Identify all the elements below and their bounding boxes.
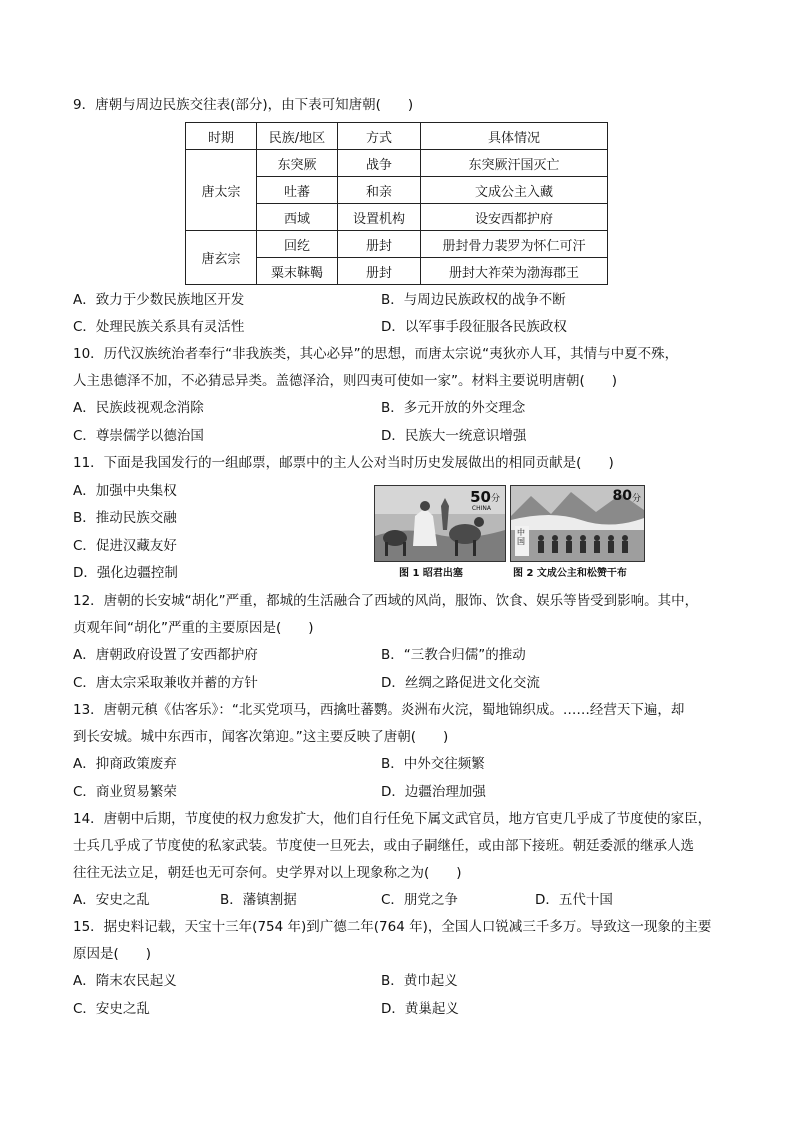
q12-stem-line1: 12．唐朝的长安城“胡化”严重，都城的生活融合了西域的风尚，服饰、饮食、娱乐等皆受到影响。其中， bbox=[73, 593, 699, 609]
q15-option-c: C．安史之乱 bbox=[73, 1001, 150, 1017]
q10-stem-line2: 人主患德泽不加，不必猜忌异类。盖德泽洽，则四夷可使如一家”。材料主要说明唐朝( ) bbox=[73, 373, 618, 389]
q11-option-b: B．推动民族交融 bbox=[73, 510, 177, 526]
q13-option-c: C．商业贸易繁荣 bbox=[73, 784, 177, 800]
q9-option-d: D．以军事手段征服各民族政权 bbox=[381, 319, 567, 335]
q10-stem-line1: 10．历代汉族统治者奉行“非我族类，其心必异”的思想，而唐太宗说“夷狄亦人耳，其情与中夏不殊， bbox=[73, 346, 679, 362]
q15-stem-line2: 原因是( ) bbox=[73, 946, 152, 962]
table-row bbox=[186, 150, 608, 177]
q13-stem-line1: 13．唐朝元稹《估客乐》：“北买党项马，西擒吐蕃鹦。炎洲布火浣，蜀地锦织成。……经营天下遍，却 bbox=[73, 702, 685, 718]
q10-option-c: C．尊崇儒学以德治国 bbox=[73, 428, 204, 444]
q14-stem-line3: 往往无法立足，朝廷也无可奈何。史学界对以上现象称之为( ) bbox=[73, 865, 462, 881]
q9-table bbox=[185, 122, 608, 285]
table-cell: 和亲 bbox=[338, 177, 421, 204]
stamp-zhaojun-image bbox=[374, 485, 506, 562]
q9-stem: 9．唐朝与周边民族交往表(部分)，由下表可知唐朝( ) bbox=[73, 97, 414, 113]
table-header: 时期 bbox=[186, 123, 257, 150]
table-cell: 册封 bbox=[338, 231, 421, 258]
q15-option-a: A．隋末农民起义 bbox=[73, 973, 177, 989]
q14-stem-line2: 士兵几乎成了节度使的私家武装。节度使一旦死去，或由子嗣继任，或由部下接班。朝廷委派的继承人选 bbox=[73, 838, 694, 854]
stamp2-country: 中国 bbox=[517, 528, 525, 546]
stamp2-caption: 图 2 文成公主和松赞干布 bbox=[513, 568, 627, 579]
stamp1-value: 50 bbox=[470, 488, 491, 506]
q10-option-d: D．民族大一统意识增强 bbox=[381, 428, 527, 444]
table-header: 具体情况 bbox=[421, 123, 608, 150]
stamp2-value: 80 bbox=[612, 488, 632, 504]
table-cell: 粟末靺鞨 bbox=[257, 258, 338, 285]
q11-option-d: D．强化边疆控制 bbox=[73, 565, 178, 581]
q14-option-c: C．朋党之争 bbox=[381, 892, 458, 908]
table-cell: 战争 bbox=[338, 150, 421, 177]
q9-option-c: C．处理民族关系具有灵活性 bbox=[73, 319, 245, 335]
q11-option-a: A．加强中央集权 bbox=[73, 483, 177, 499]
q14-option-d: D．五代十国 bbox=[535, 892, 613, 908]
q12-option-c: C．唐太宗采取兼收并蓄的方针 bbox=[73, 675, 258, 691]
q13-option-b: B．中外交往频繁 bbox=[381, 756, 485, 772]
q10-option-b: B．多元开放的外交理念 bbox=[381, 400, 526, 416]
q15-stem-line1: 15．据史料记载，天宝十三年(754 年)到广德二年(764 年)，全国人口锐减三千多万。导致这一现象的主要 bbox=[73, 919, 712, 935]
stamp2-unit: 分 bbox=[631, 494, 641, 504]
table-header-row bbox=[186, 123, 608, 150]
q15-option-d: D．黄巢起义 bbox=[381, 1001, 459, 1017]
table-period-cell: 唐太宗 bbox=[186, 150, 257, 231]
table-cell: 设安西都护府 bbox=[421, 204, 608, 231]
q12-option-a: A．唐朝政府设置了安西都护府 bbox=[73, 647, 258, 663]
stamp1-caption: 图 1 昭君出塞 bbox=[399, 568, 463, 579]
q11-stem: 11．下面是我国发行的一组邮票，邮票中的主人公对当时历史发展做出的相同贡献是( ) bbox=[73, 455, 614, 471]
stamp1-unit: 分 bbox=[490, 494, 500, 504]
table-cell: 文成公主入藏 bbox=[421, 177, 608, 204]
table-cell: 东突厥汗国灭亡 bbox=[421, 150, 608, 177]
table-cell: 回纥 bbox=[257, 231, 338, 258]
stamp-wencheng-image bbox=[510, 485, 645, 562]
q12-option-b: B．“三教合归儒”的推动 bbox=[381, 647, 526, 663]
q11-option-c: C．促进汉藏友好 bbox=[73, 538, 177, 554]
q9-option-a: A．致力于少数民族地区开发 bbox=[73, 292, 245, 308]
q12-option-d: D．丝绸之路促进文化交流 bbox=[381, 675, 540, 691]
table-cell: 吐蕃 bbox=[257, 177, 338, 204]
table-period-cell: 唐玄宗 bbox=[186, 231, 257, 285]
q13-option-a: A．抑商政策废弃 bbox=[73, 756, 177, 772]
table-cell: 西域 bbox=[257, 204, 338, 231]
table-cell: 设置机构 bbox=[338, 204, 421, 231]
q10-option-a: A．民族歧视观念消除 bbox=[73, 400, 204, 416]
q14-option-a: A．安史之乱 bbox=[73, 892, 150, 908]
q13-option-d: D．边疆治理加强 bbox=[381, 784, 486, 800]
q15-option-b: B．黄巾起义 bbox=[381, 973, 458, 989]
stamp1-country: CHINA bbox=[471, 505, 491, 512]
table-header: 方式 bbox=[338, 123, 421, 150]
table-row bbox=[186, 231, 608, 258]
q12-stem-line2: 贞观年间“胡化”严重的主要原因是( ) bbox=[73, 620, 314, 636]
q9-option-b: B．与周边民族政权的战争不断 bbox=[381, 292, 566, 308]
q14-stem-line1: 14．唐朝中后期，节度使的权力愈发扩大，他们自行任免下属文武官员，地方官吏几乎成了节度使的家臣， bbox=[73, 811, 712, 827]
table-cell: 东突厥 bbox=[257, 150, 338, 177]
q14-option-b: B．藩镇割据 bbox=[220, 892, 297, 908]
q13-stem-line2: 到长安城。城中东西市，闻客次第迎。”这主要反映了唐朝( ) bbox=[73, 729, 449, 745]
table-header: 民族/地区 bbox=[257, 123, 338, 150]
table-cell: 册封大祚荣为渤海郡王 bbox=[421, 258, 608, 285]
table-cell: 册封骨力裴罗为怀仁可汗 bbox=[421, 231, 608, 258]
table-cell: 册封 bbox=[338, 258, 421, 285]
